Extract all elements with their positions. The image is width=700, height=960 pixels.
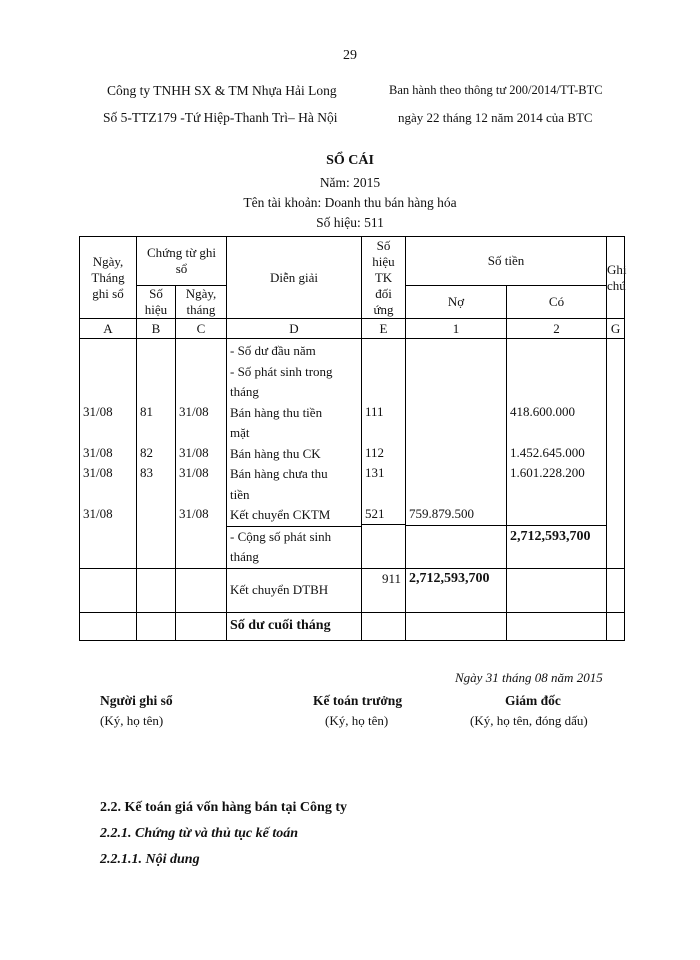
debit-amount: 759.879.500 — [409, 506, 474, 521]
col-code: B — [137, 319, 176, 339]
transfer-row — [80, 568, 625, 612]
col-code: 2 — [507, 319, 607, 339]
total-credit: 2,712,593,700 — [510, 528, 591, 544]
description-cell: - Số dư đầu năm - Số phát sinh trong tháng Bán hàng thu tiền mặt Bán hàng thu CK Bán hàng chưa thu tiền Kết chuyển CKTM - Cộng số phát sinh tháng — [227, 339, 362, 569]
col-amount-header: Số tiền — [406, 237, 607, 286]
voucher-date-cell: 31/08 31/08 31/08 31/08 — [176, 339, 227, 569]
debit-cell — [406, 339, 507, 569]
transfer-account: 911 — [362, 568, 406, 612]
ledger-body-row — [80, 339, 625, 569]
decree-line-1: Ban hành theo thông tư 200/2014/TT-BTC — [389, 83, 603, 97]
accountant-title: Kế toán trưởng — [313, 693, 403, 708]
credit-amount: 1.452.645.000 — [510, 444, 585, 460]
col-code: G — [607, 319, 625, 339]
credit-cell — [507, 339, 607, 569]
col-code: C — [176, 319, 227, 339]
company-address: Số 5-TTZ179 -Tứ Hiệp-Thanh Trì– Hà Nội — [103, 110, 338, 125]
decree-line-2: ngày 22 tháng 12 năm 2014 của BTC — [398, 110, 593, 125]
col-voucher-date-header: Ngày, tháng — [176, 286, 227, 319]
account-cell: 111 112 131 521 — [362, 339, 406, 569]
credit-amount: 418.600.000 — [510, 404, 575, 419]
col-description-header: Diễn giải — [227, 237, 362, 319]
subsection-heading: 2.2.1. Chứng từ và thủ tục kế toán — [100, 826, 299, 841]
subsubsection-heading: 2.2.1.1. Nội dung — [100, 852, 200, 867]
col-credit-header: Có — [507, 286, 607, 319]
account-code: Số hiệu: 511 — [316, 215, 384, 230]
section-heading: 2.2. Kế toán giá vốn hàng bán tại Công ty — [100, 800, 347, 815]
closing-row — [80, 612, 625, 640]
voucher-no-cell: 81 82 83 — [137, 339, 176, 569]
col-code: E — [362, 319, 406, 339]
company-name: Công ty TNHH SX & TM Nhựa Hải Long — [107, 83, 337, 98]
signature-date: Ngày 31 tháng 08 năm 2015 — [455, 670, 603, 685]
column-code-row — [80, 319, 625, 339]
page-number: 29 — [343, 48, 357, 63]
credit-amount: 1.601.228.200 — [510, 465, 585, 480]
ledger-year: Năm: 2015 — [319, 175, 381, 190]
col-code: 1 — [406, 319, 507, 339]
opening-balance-label: - Số dư đầu năm — [230, 343, 316, 358]
recorder-note: (Ký, họ tên) — [100, 713, 164, 728]
ledger-title: SỔ CÁI — [326, 153, 374, 168]
transfer-desc: Kết chuyển DTBH — [227, 568, 362, 612]
account-name: Tên tài khoản: Doanh thu bán hàng hóa — [243, 195, 457, 210]
col-code: D — [227, 319, 362, 339]
header-row-1 — [80, 237, 625, 286]
date-cell: 31/08 31/08 31/08 31/08 — [80, 339, 137, 569]
recorder-title: Người ghi sổ — [100, 693, 173, 708]
total-label: - Cộng số phát sinh — [230, 528, 332, 544]
col-code: A — [80, 319, 137, 339]
director-title: Giám đốc — [505, 693, 561, 708]
director-note: (Ký, họ tên, đóng dấu) — [470, 713, 588, 728]
transfer-debit: 2,712,593,700 — [406, 568, 507, 612]
ledger-table — [79, 236, 625, 641]
col-account-header: Số hiệu TK đối ứng — [362, 237, 406, 319]
col-voucher-no-header: Số hiệu — [137, 286, 176, 319]
col-debit-header: Nợ — [406, 286, 507, 319]
col-voucher-header: Chứng từ ghi sổ — [137, 237, 227, 286]
note-cell — [607, 339, 625, 569]
col-date-header: Ngày, Tháng ghi sổ — [80, 237, 137, 319]
closing-balance-label: Số dư cuối tháng — [227, 612, 362, 640]
accountant-note: (Ký, họ tên) — [325, 713, 389, 728]
col-note-header: Ghi chú — [607, 237, 625, 319]
